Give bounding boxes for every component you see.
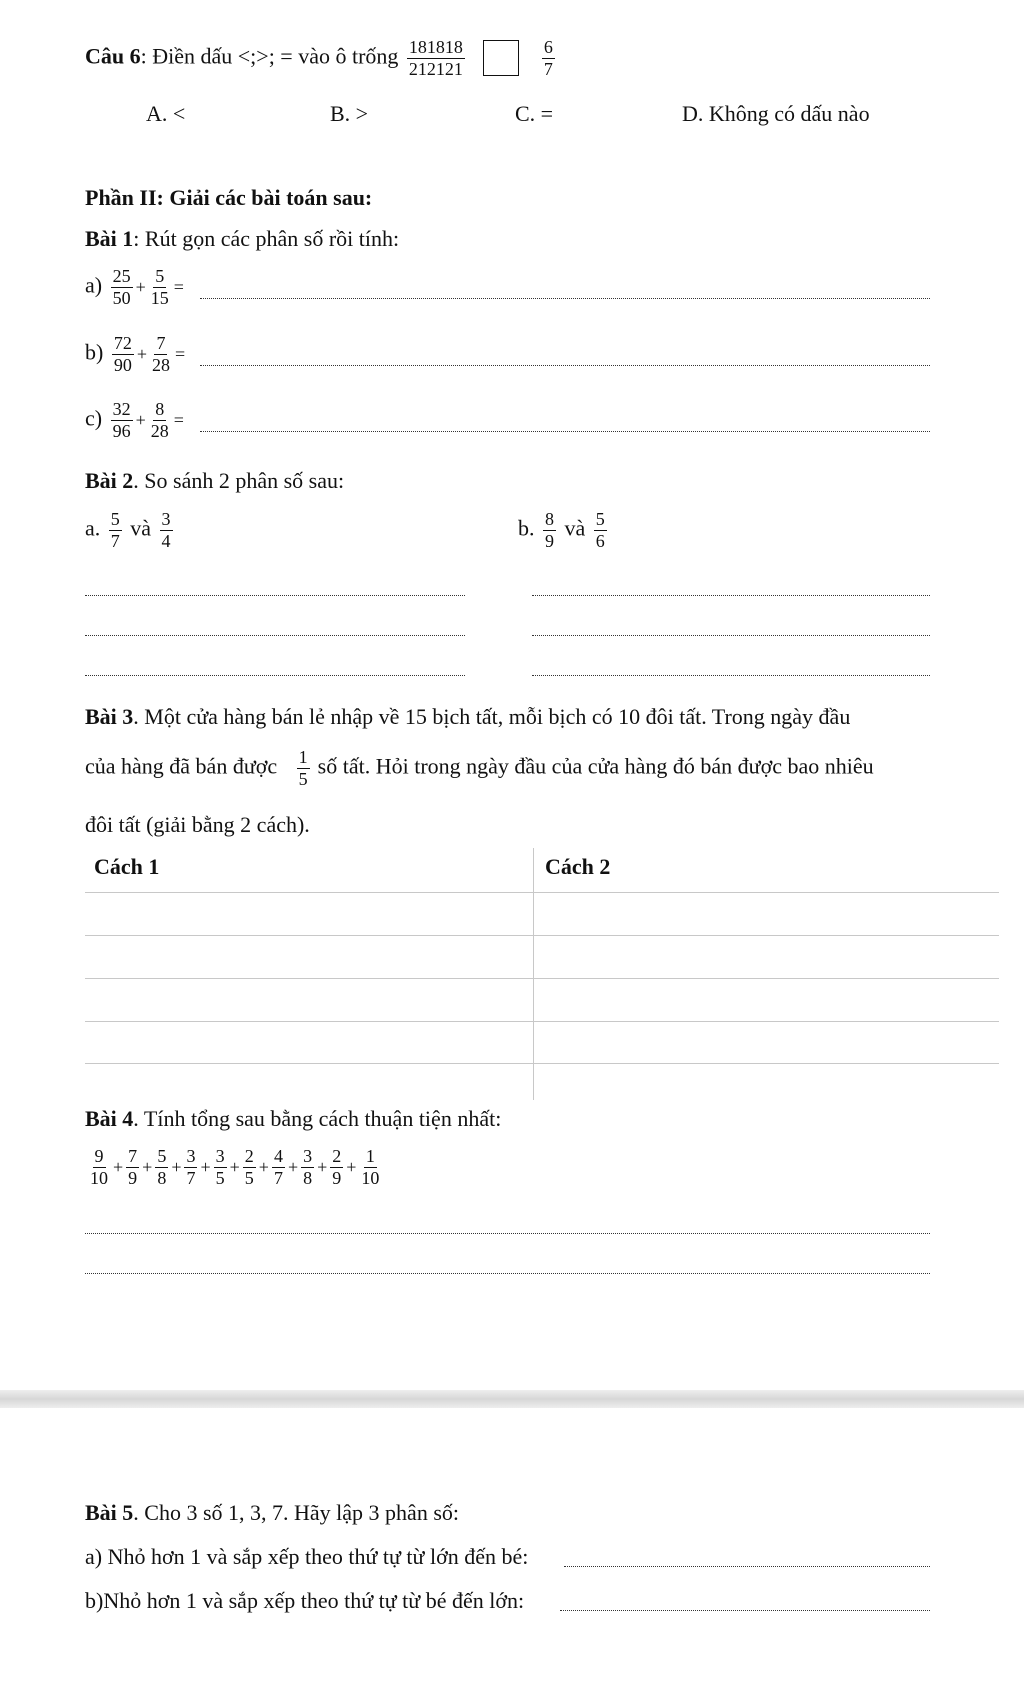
q6-prompt: : Điền dấu <;>; = vào ô trống bbox=[140, 43, 399, 69]
sum-fraction: $\frac{2}{9}$ bbox=[332, 1146, 342, 1188]
answer-line[interactable] bbox=[532, 675, 930, 676]
answer-line[interactable] bbox=[560, 1610, 930, 1611]
bai2-heading: Bài 2. So sánh 2 phân số sau: bbox=[85, 468, 345, 493]
plus-sign: + bbox=[317, 1156, 328, 1177]
bai2-item-b: b. $\frac{8}{9}$ và $\frac{5}{6}$ bbox=[518, 509, 605, 551]
answer-line[interactable] bbox=[85, 1233, 930, 1234]
option-b[interactable]: B. > bbox=[330, 101, 369, 126]
answer-line[interactable] bbox=[532, 595, 930, 596]
table-line bbox=[85, 935, 999, 936]
sum-fraction: $\frac{3}{8}$ bbox=[303, 1146, 313, 1188]
plus-sign: + bbox=[229, 1156, 240, 1177]
q6-fraction-right: $\frac{6}{7}$ bbox=[543, 37, 553, 79]
answer-line[interactable] bbox=[85, 635, 465, 636]
question-6 bbox=[85, 38, 558, 79]
bai5-item-a: a) Nhỏ hơn 1 và sắp xếp theo thứ tự từ lớn đến bé: bbox=[85, 1544, 529, 1569]
bai5-item-b: b)Nhỏ hơn 1 và sắp xếp theo thứ tự từ bé đến lớn: bbox=[85, 1588, 525, 1613]
answer-box[interactable] bbox=[483, 40, 519, 76]
plus-sign: + bbox=[171, 1156, 182, 1177]
sum-fraction: $\frac{1}{10}$ bbox=[361, 1146, 380, 1188]
answer-line[interactable] bbox=[85, 1273, 930, 1274]
table-line bbox=[85, 1063, 999, 1064]
plus-sign: + bbox=[346, 1156, 357, 1177]
plus-sign: + bbox=[200, 1156, 211, 1177]
col-header-cach-2: Cách 2 bbox=[545, 854, 611, 879]
sum-fraction: $\frac{4}{7}$ bbox=[273, 1146, 283, 1188]
sum-fraction: $\frac{3}{5}$ bbox=[215, 1146, 225, 1188]
part-2-title: Phần II: Giải các bài toán sau: bbox=[85, 185, 373, 210]
page-separator bbox=[0, 1390, 1024, 1408]
bai1-item-a: a) $\frac{25}{50}$ + $\frac{5}{15}$ = bbox=[85, 266, 184, 308]
bai4-heading: Bài 4. Tính tổng sau bằng cách thuận tiện nhất: bbox=[85, 1106, 502, 1131]
sum-fraction: $\frac{5}{8}$ bbox=[157, 1146, 167, 1188]
bai3-line-2: của hàng đã bán được $\frac{1}{5}$ số tất. Hỏi trong ngày đầu của cửa hàng đó bán được bao nhiêu bbox=[85, 747, 874, 789]
answer-line[interactable] bbox=[85, 675, 465, 676]
bai1-item-c: c) $\frac{32}{96}$ + $\frac{8}{28}$ = bbox=[85, 399, 184, 441]
plus-sign: + bbox=[258, 1156, 269, 1177]
answer-line[interactable] bbox=[200, 365, 930, 366]
plus-sign: + bbox=[113, 1156, 124, 1177]
bai1-item-b: b) $\frac{72}{90}$ + $\frac{7}{28}$ = bbox=[85, 333, 186, 375]
plus-sign: + bbox=[287, 1156, 299, 1177]
bai5-heading: Bài 5. Cho 3 số 1, 3, 7. Hãy lập 3 phân số: bbox=[85, 1500, 459, 1525]
option-c[interactable]: C. = bbox=[515, 101, 554, 126]
table-line bbox=[85, 978, 999, 979]
answer-line[interactable] bbox=[85, 595, 465, 596]
sum-fraction: $\frac{9}{10}$ bbox=[90, 1146, 108, 1188]
bai1-heading: Bài 1: Rút gọn các phân số rồi tính: bbox=[85, 226, 400, 251]
answer-line[interactable] bbox=[532, 635, 930, 636]
q6-fraction-left: $\frac{181818}{212121}$ bbox=[408, 37, 463, 79]
col-header-cach-1: Cách 1 bbox=[94, 854, 160, 879]
bai2-item-a: a. $\frac{5}{7}$ và $\frac{3}{4}$ bbox=[85, 509, 171, 551]
answer-line[interactable] bbox=[200, 431, 930, 432]
option-d[interactable]: D. Không có dấu nào bbox=[682, 101, 870, 126]
answer-line[interactable] bbox=[200, 298, 930, 299]
table-line bbox=[85, 892, 999, 893]
table-line bbox=[85, 1021, 999, 1022]
option-a[interactable]: A. < bbox=[146, 101, 186, 126]
sum-fraction: $\frac{3}{7}$ bbox=[186, 1146, 196, 1188]
bai3-line-1: Bài 3. Một cửa hàng bán lẻ nhập về 15 bịch tất, mỗi bịch có 10 đôi tất. Trong ngày đầu bbox=[85, 704, 851, 729]
sum-fraction: $\frac{2}{5}$ bbox=[244, 1146, 254, 1188]
q6-label: Câu 6 bbox=[85, 43, 141, 69]
plus-sign: + bbox=[142, 1156, 153, 1177]
sum-fraction: $\frac{7}{9}$ bbox=[128, 1146, 138, 1188]
bai3-line-3: đôi tất (giải bằng 2 cách). bbox=[85, 812, 310, 837]
bai4-expression bbox=[85, 1147, 384, 1188]
answer-line[interactable] bbox=[564, 1566, 930, 1567]
